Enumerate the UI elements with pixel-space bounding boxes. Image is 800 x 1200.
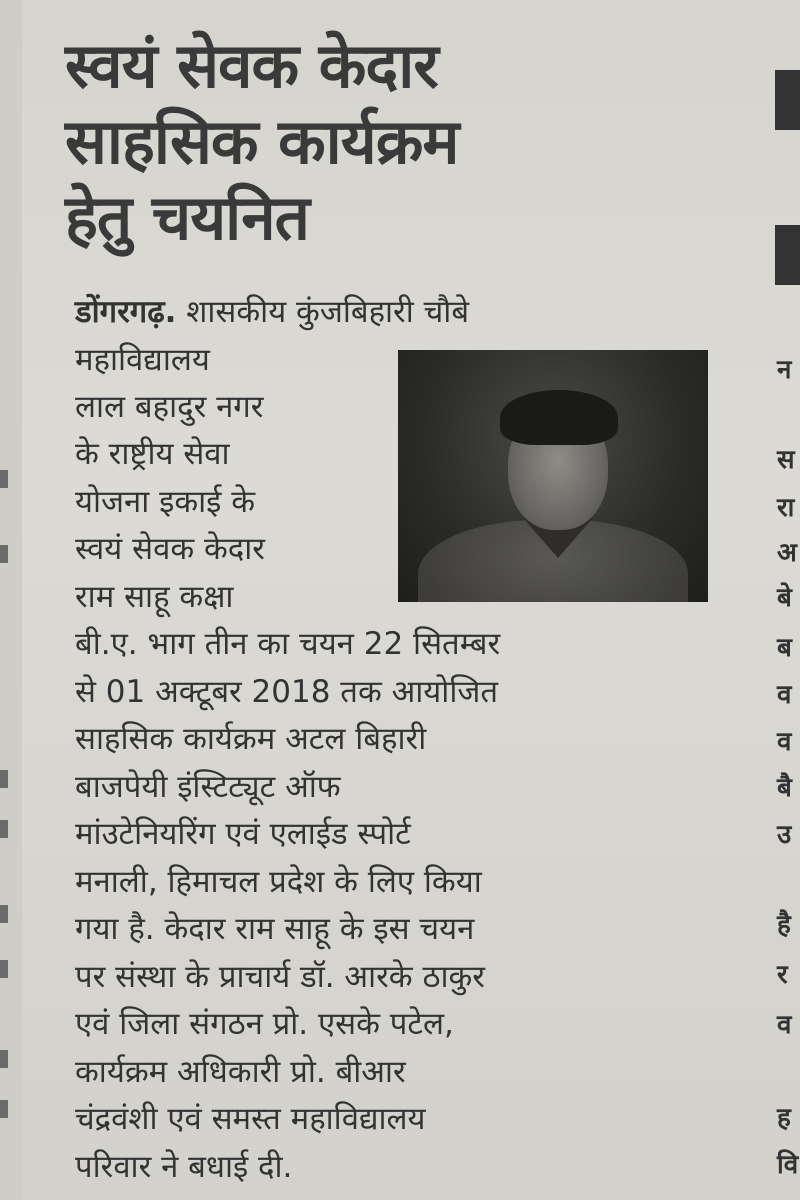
body-line: स्वयं सेवक केदार: [75, 531, 265, 567]
article-first-line: [75, 290, 469, 334]
body-line: साहसिक कार्यक्रम अटल बिहारी: [75, 721, 427, 757]
photo-hair: [500, 390, 618, 445]
right-fragment: वि: [777, 1150, 799, 1180]
body-line: शासकीय कुंजबिहारी चौबे: [186, 294, 470, 330]
headline-line: स्वयं सेवक केदार: [65, 29, 438, 102]
dateline: डोंगरगढ़.: [75, 294, 177, 330]
right-fragment: अ: [777, 538, 797, 568]
body-line: से 01 अक्टूबर 2018 तक आयोजित: [75, 674, 499, 710]
right-fragment: व: [777, 727, 792, 757]
right-fragment: व: [777, 1010, 792, 1040]
right-fragment: बे: [777, 583, 792, 613]
headline-line: हेतु चयनित: [65, 181, 309, 254]
body-line: राम साहू कक्षा: [75, 579, 234, 615]
right-fragment: न: [777, 355, 792, 385]
headline-line: साहसिक कार्यक्रम: [65, 105, 459, 178]
body-line: पर संस्था के प्राचार्य डॉ. आरके ठाकुर: [75, 959, 485, 995]
right-column-edge: [765, 0, 800, 1200]
right-fragment: व: [777, 680, 792, 710]
body-line: बी.ए. भाग तीन का चयन 22 सितम्बर: [75, 626, 501, 662]
body-line: महाविद्यालय: [75, 342, 210, 378]
right-fragment: रा: [777, 493, 795, 523]
article-headline: [65, 28, 725, 256]
body-line: कार्यक्रम अधिकारी प्रो. बीआर: [75, 1054, 406, 1090]
right-fragment: र: [777, 960, 788, 990]
body-line: बाजपेयी इंस्टिट्यूट ऑफ: [75, 769, 341, 805]
body-line: चंद्रवंशी एवं समस्त महाविद्यालय: [75, 1101, 426, 1137]
body-line: के राष्ट्रीय सेवा: [75, 436, 230, 472]
right-fragment: है: [777, 910, 791, 940]
body-line: परिवार ने बधाई दी.: [75, 1149, 293, 1185]
body-line: लाल बहादुर नगर: [75, 389, 264, 425]
right-fragment: उ: [777, 820, 792, 850]
body-line: गया है. केदार राम साहू के इस चयन: [75, 911, 475, 947]
person-photo: [398, 350, 708, 602]
body-line: एवं जिला संगठन प्रो. एसके पटेल,: [75, 1006, 454, 1042]
body-line: मांउटेनियरिंग एवं एलाईड स्पोर्ट: [75, 816, 411, 852]
right-fragment: ह: [777, 1103, 791, 1133]
body-line: योजना इकाई के: [75, 484, 256, 520]
right-fragment: ब: [777, 633, 792, 663]
body-line: मनाली, हिमाचल प्रदेश के लिए किया: [75, 864, 482, 900]
left-column-edge: [0, 0, 22, 1200]
right-fragment: स: [777, 445, 795, 475]
right-fragment: बै: [777, 773, 792, 803]
